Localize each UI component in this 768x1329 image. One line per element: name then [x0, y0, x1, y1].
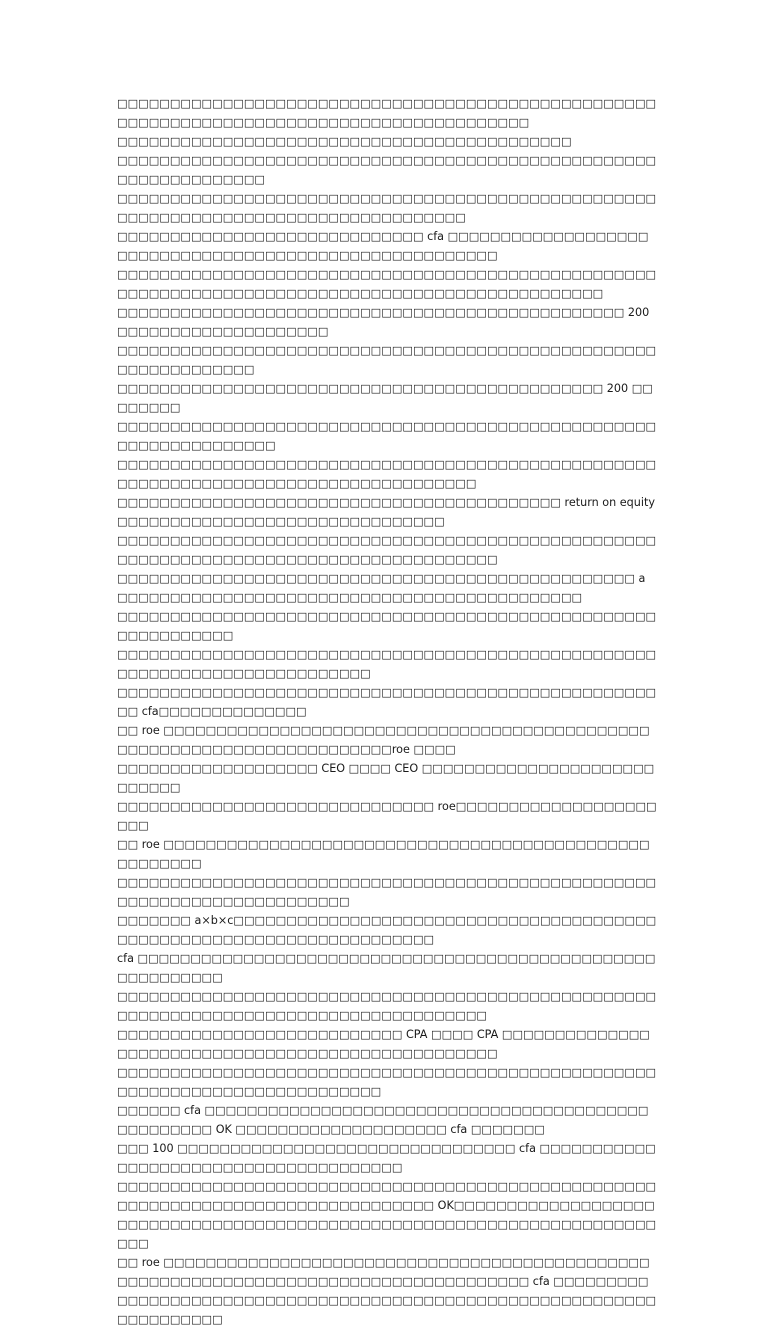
paragraph: □□ roe □□□□□□□□□□□□□□□□□□□□□□□□□□□□□□□□□□□□□□□□□□□□□□□□□□□□□□: [117, 838, 650, 870]
paragraph: □□□□□□□□□□□□□□□□□□□□□□□□□□□□□□□□□□□□□□□□□□□□□□□□□□□□□□□□□□□□□□□□□□□□□□□□□□□□: [117, 1066, 657, 1098]
paragraph: □□□□□□□□□□□□□□□□□□□□□□□□□□□□□□□□□□□□□□□□□□ return on equity□□□□□□□□□□□□□□□□□□□□□□□□□□□□□□□: [117, 496, 655, 528]
paragraph: □□□□□□□□□□□□□□□□□□□□□□□□□□□□□□□□□□□□□□□□□□□□□□□□□□□□□ cfa□□□□□□□□□□□□□□: [117, 686, 657, 718]
paragraph: □□□□□□□□□□□□□□□□□□□ CEO □□□□ CEO □□□□□□□□□□□□□□□□□□□□□□□□□□□□: [117, 762, 655, 794]
paragraph: □□□□□□□□□□□□□□□□□□□□□□□□□□□□□□□□□□□□□□□□□□□□□□□□□□□□□□□□□□□□□□□□□: [117, 154, 657, 186]
paragraph: □□ roe □□□□□□□□□□□□□□□□□□□□□□□□□□□□□□□□□□□□□□□□□□□□□□□□□□□□□□□□□□□□□□□□□□□□□□□□□□□□□□□□□□□□□ cfa □□□□□□□□□□□□□□□□□□□□□□□□□□□□□□□□□□□□□□□□□□□□□□□□□□□□□□□□□□□□□□□□□□□□□□: [117, 1256, 657, 1326]
paragraph: □□□□□□□□□□□□□□□□□□□□□□□□□□□□□□□□□□□□□□□□□□□: [117, 135, 572, 148]
paragraph: □□□□□□□□□□□□□□□□□□□□□□□□□□□□□□ roe□□□□□□□□□□□□□□□□□□□□□□: [117, 800, 657, 832]
paragraph: □□□□□□□□□□□□□□□□□□□□□□□□□□□□□□□□□□□□□□□□□□□□□□□□□□□□□□□□□□□□□□: [117, 610, 657, 642]
paragraph: □□□□□□□ a×b×c□□□□□□□□□□□□□□□□□□□□□□□□□□□□□□□□□□□□□□□□□□□□□□□□□□□□□□□□□□□□□□□□□□□□□□: [117, 914, 657, 946]
paragraph: □□□□□□□□□□□□□□□□□□□□□□□□□□□□□□□□□□□□□□□□□□□□□□□□□□□□□□□□□□□□□□□□□□□□□□□□□□□□□□□□□ OK□□□□□□□□□□□□□□□□□□□□□□□□□□□□□□□□□□□□□□□□□□□□□□□□□□□□□□□□□□□□□□□□□□□□□□□□□: [117, 1180, 657, 1250]
paragraph: □□□□□□□□□□□□□□□□□□□□□□□□□□□□□□□□□□□□□□□□□□□□□□□□□ a □□□□□□□□□□□□□□□□□□□□□□□□□□□□□□□□□□□□□□□□□□□□: [117, 572, 646, 604]
paragraph: □□□□□□□□□□□□□□□□□□□□□□□□□□□□□ cfa □□□□□□□□□□□□□□□□□□□□□□□□□□□□□□□□□□□□□□□□□□□□□□□□□□□□□□□: [117, 230, 649, 262]
paragraph: □□ roe □□□□□□□□□□□□□□□□□□□□□□□□□□□□□□□□□□□□□□□□□□□□□□□□□□□□□□□□□□□□□□□□□□□□□□□□roe □□□□: [117, 724, 650, 756]
paragraph: □□□□□□□□□□□□□□□□□□□□□□□□□□□□□□□□□□□□□□□□□□□□□□□□□□□□□□□□□□□□□□□□□□□□□□□□□□□□□□□□□□□□□□: [117, 990, 657, 1022]
paragraph: cfa □□□□□□□□□□□□□□□□□□□□□□□□□□□□□□□□□□□□□□□□□□□□□□□□□□□□□□□□□□□: [117, 952, 656, 984]
paragraph: □□□□□□□□□□□□□□□□□□□□□□□□□□□□□□□□□□□□□□□□□□□□□□□□ 200 □□□□□□□□□□□□□□□□□□□□: [117, 306, 650, 338]
paragraph: □□□□□□□□□□□□□□□□□□□□□□□□□□□□□□□□□□□□□□□□□□□□□□□□□□□□□□□□□□□□□□□□□□□□□□□□□□□: [117, 648, 657, 680]
paragraph: □□□□□□□□□□□□□□□□□□□□□□□□□□□□□□□□□□□□□□□□□□□□□□□□□□□□□□□□□□□□□□□□□□□□□□□□□□□□□□□□□□□□□: [117, 458, 657, 490]
paragraph: □□□□□□ cfa □□□□□□□□□□□□□□□□□□□□□□□□□□□□□□□□□□□□□□□□□□□□□□□□□□□ OK □□□□□□□□□□□□□□□□□□□□ cfa □□□□□□□: [117, 1104, 649, 1136]
paragraph: □□□□□□□□□□□□□□□□□□□□□□□□□□□□□□□□□□□□□□□□□□□□□□□□□□□□□□□□□□□□□□□□□□□□□□□□□□□□□□□□□□□□: [117, 192, 657, 224]
paragraph: □□□ 100 □□□□□□□□□□□□□□□□□□□□□□□□□□□□□□□□ cfa □□□□□□□□□□□□□□□□□□□□□□□□□□□□□□□□□□□□□□: [117, 1142, 656, 1174]
paragraph: □□□□□□□□□□□□□□□□□□□□□□□□□□□□□□□□□□□□□□□□□□□□□□□□□□□□□□□□□□□□□□□□□□□□□□□□□□□□□□□□□□□□□□□: [117, 534, 657, 566]
paragraph: □□□□□□□□□□□□□□□□□□□□□□□□□□□□□□□□□□□□□□□□□□□□□□ 200 □□□□□□□□: [117, 382, 653, 414]
paragraph: □□□□□□□□□□□□□□□□□□□□□□□□□□□□□□□□□□□□□□□□□□□□□□□□□□□□□□□□□□□□□□□□□□□□□□□□□□□□□□□□□□□□□□□□□□: [117, 97, 657, 129]
paragraph: □□□□□□□□□□□□□□□□□□□□□□□□□□□□□□□□□□□□□□□□□□□□□□□□□□□□□□□□□□□□□□□□□□□□□□□□□□□□□□□□□□□□□□□□□□□□□□□□□: [117, 268, 657, 300]
paragraph: □□□□□□□□□□□□□□□□□□□□□□□□□□□ CPA □□□□ CPA □□□□□□□□□□□□□□□□□□□□□□□□□□□□□□□□□□□□□□□□□□□□□□□□□□: [117, 1028, 650, 1060]
document-body: [117, 94, 657, 1329]
paragraph: □□□□□□□□□□□□□□□□□□□□□□□□□□□□□□□□□□□□□□□□□□□□□□□□□□□□□□□□□□□□□□□□□□: [117, 420, 657, 452]
paragraph: □□□□□□□□□□□□□□□□□□□□□□□□□□□□□□□□□□□□□□□□□□□□□□□□□□□□□□□□□□□□□□□□: [117, 344, 657, 376]
paragraph: □□□□□□□□□□□□□□□□□□□□□□□□□□□□□□□□□□□□□□□□□□□□□□□□□□□□□□□□□□□□□□□□□□□□□□□□□: [117, 876, 657, 908]
